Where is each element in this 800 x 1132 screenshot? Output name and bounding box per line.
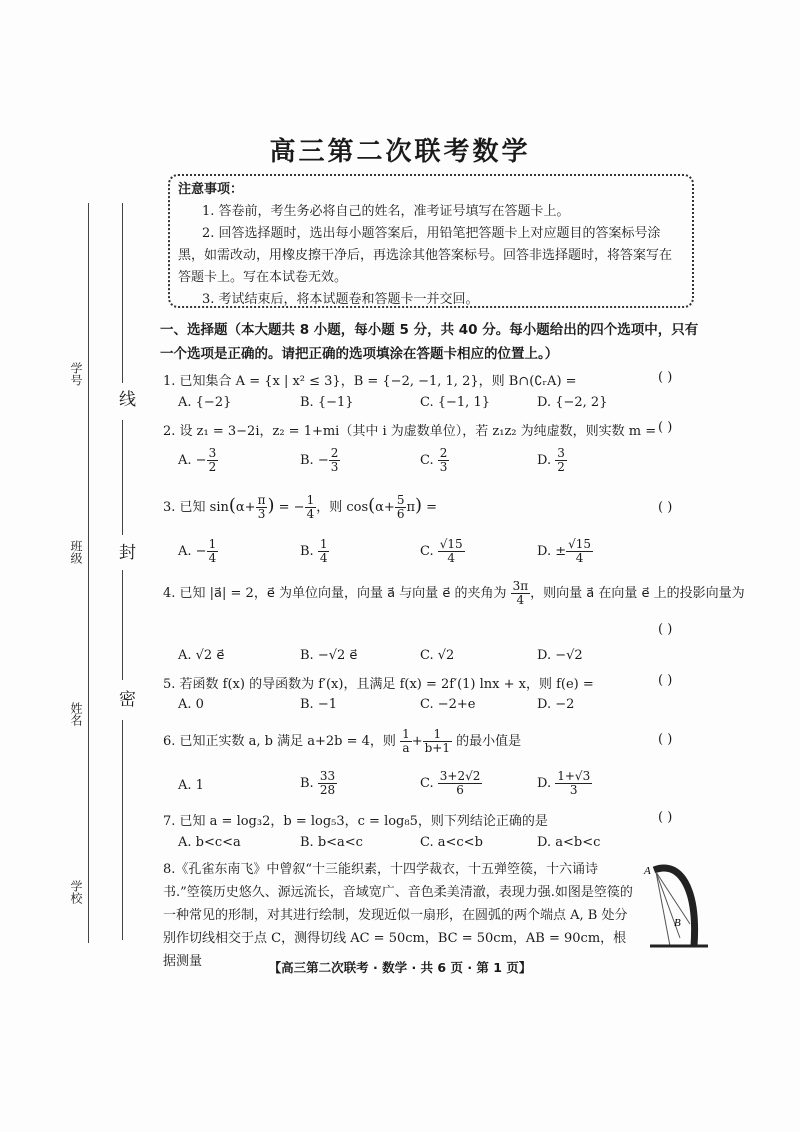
seal-char-seal: 封 bbox=[115, 543, 135, 560]
stem-text: ，则向量 a⃗ 在向量 e⃗ 上的投影向量为 bbox=[530, 586, 745, 601]
fraction bbox=[318, 538, 330, 565]
binding-fold-line bbox=[88, 203, 89, 943]
denominator: 2 bbox=[557, 460, 565, 474]
option-b: B. −√2 e⃗ bbox=[300, 648, 358, 663]
option-label: C. bbox=[420, 544, 434, 559]
option-c: C. {−1, 1} bbox=[420, 395, 490, 410]
denominator: 3 bbox=[439, 460, 448, 474]
numerator: 3π bbox=[512, 579, 529, 593]
class-label: 班级 bbox=[69, 540, 83, 564]
fraction bbox=[395, 494, 407, 521]
option-d: D. {−2, 2} bbox=[537, 395, 608, 410]
option-label: D. bbox=[537, 544, 552, 559]
question-stem bbox=[163, 728, 521, 755]
answer-paren: ( ) bbox=[658, 500, 673, 515]
sign: − bbox=[317, 453, 329, 468]
binding-line bbox=[122, 420, 123, 535]
fraction bbox=[438, 770, 483, 797]
numerator: 1 bbox=[208, 537, 217, 551]
option-label: A. bbox=[178, 544, 192, 559]
section-heading: 一、选择题（本大题共 8 小题，每小题 5 分，共 40 分。每小题给出的四个选项中，只有一个选项是正确的。请把正确的选项填涂在答题卡相应的位置上。） bbox=[160, 322, 699, 362]
denominator: 3 bbox=[569, 783, 578, 797]
option-d: D. a<b<c bbox=[537, 835, 601, 850]
answer-paren: ( ) bbox=[658, 622, 673, 637]
konghou-figure bbox=[640, 858, 720, 958]
option-label: C. bbox=[420, 453, 434, 468]
option-a bbox=[178, 538, 218, 565]
numerator: 1 bbox=[402, 727, 410, 741]
option-label: A. bbox=[178, 778, 192, 793]
fraction bbox=[438, 538, 465, 565]
fraction bbox=[423, 728, 452, 755]
paren-open: ( bbox=[228, 495, 236, 516]
fraction bbox=[511, 580, 531, 607]
numerator: 1 bbox=[423, 728, 452, 742]
option-label: B. bbox=[300, 453, 314, 468]
binding-line bbox=[122, 720, 123, 940]
numerator: 3+2√2 bbox=[439, 769, 481, 783]
option-d bbox=[537, 447, 567, 474]
denominator: 4 bbox=[516, 593, 525, 607]
numerator: 1+√3 bbox=[557, 769, 591, 783]
denominator: 3 bbox=[257, 507, 266, 521]
option-label: D. bbox=[537, 776, 552, 791]
student-id-label: 学号 bbox=[69, 362, 83, 386]
option-b: B. −1 bbox=[300, 697, 337, 712]
denominator: 4 bbox=[208, 551, 217, 565]
numerator: 1 bbox=[319, 537, 328, 551]
question-stem: 8.《孔雀东南飞》中曾叙“十三能织素，十四学裁衣，十五弹箜篌，十六诵诗书.”箜篌历史悠久、源远流长，音域宽广、音色柔美清澈，表现力强.如图是箜篌的一种常见的形制，对其进行绘制，发现近似一扇形，在圆弧的两个端点 A, B 处分别作切线相交于点 C，测得切线 AC = 50cm，BC = 50cm，AB = 90cm，根据测量 bbox=[163, 862, 633, 969]
stem-text: 3. 已知 sin bbox=[163, 500, 229, 515]
question-stem: 5. 若函数 f(x) 的导函数为 f′(x)，且满足 f(x) = 2f′(1) lnx + x，则 f(e) = bbox=[163, 677, 594, 692]
answer-paren: ( ) bbox=[658, 732, 673, 747]
answer-paren: ( ) bbox=[658, 810, 673, 825]
option-a: A. 0 bbox=[178, 697, 204, 712]
numerator: √15 bbox=[439, 537, 463, 551]
stem-text: = bbox=[422, 500, 438, 515]
fraction bbox=[555, 770, 592, 797]
question-stem bbox=[163, 494, 437, 521]
point-b-label: B bbox=[674, 917, 681, 929]
fraction bbox=[256, 494, 268, 521]
option-a bbox=[178, 778, 204, 793]
notice-heading: 注意事项： bbox=[178, 182, 244, 197]
numerator: 3 bbox=[557, 446, 565, 460]
option-label: D. bbox=[537, 453, 552, 468]
fraction bbox=[318, 770, 337, 797]
option-label: C. bbox=[420, 776, 434, 791]
stem-text: ，则 cos bbox=[316, 500, 369, 515]
answer-paren: ( ) bbox=[658, 420, 673, 435]
numerator: 5 bbox=[396, 493, 405, 507]
option-c bbox=[420, 538, 465, 565]
denominator: 4 bbox=[447, 551, 456, 565]
stem-text: 的最小值是 bbox=[452, 734, 522, 749]
denominator: b+1 bbox=[424, 741, 450, 755]
fraction bbox=[305, 494, 317, 521]
option-label: B. bbox=[300, 544, 314, 559]
fraction bbox=[555, 447, 567, 474]
denominator: 4 bbox=[319, 551, 328, 565]
question-stem: 2. 设 z₁ = 3−2i，z₂ = 1+mi（其中 i 为虚数单位），若 z₁z₂ 为纯虚数，则实数 m = bbox=[163, 424, 657, 439]
stem-text: α+ bbox=[235, 500, 256, 515]
notice-item: 2. 回答选择题时，选出每小题答案后，用铅笔把答题卡上对应题目的答案标号涂黑，如需改动，用橡皮擦干净后，再选涂其他答案标号。回答非选择题时，将答案写在答题卡上。写在本试卷无效。 bbox=[178, 226, 673, 285]
option-a: A. √2 e⃗ bbox=[178, 648, 225, 663]
numerator: 2 bbox=[439, 446, 448, 460]
denominator: 28 bbox=[319, 783, 336, 797]
binding-line bbox=[122, 203, 123, 383]
denominator: 4 bbox=[306, 507, 315, 521]
question-stem: 7. 已知 a = log₃2，b = log₅3，c = log₈5，则下列结论正确的是 bbox=[163, 814, 548, 829]
answer-paren: ( ) bbox=[658, 673, 673, 688]
option-label: B. bbox=[300, 776, 314, 791]
option-c: C. a<c<b bbox=[420, 835, 483, 850]
seal-char-line: 线 bbox=[115, 390, 135, 407]
name-label: 姓名 bbox=[69, 702, 83, 726]
option-a bbox=[178, 447, 218, 474]
harp-arc bbox=[654, 868, 695, 946]
notice-item: 3. 考试结束后，将本试题卷和答题卡一并交回。 bbox=[202, 292, 479, 307]
numerator: √15 bbox=[568, 537, 592, 551]
option-d bbox=[537, 770, 592, 797]
stem-text: π bbox=[406, 500, 416, 515]
denominator: a bbox=[402, 741, 410, 755]
seal-char-secret: 密 bbox=[115, 690, 135, 707]
paren-close: ) bbox=[415, 495, 423, 516]
option-b bbox=[300, 770, 337, 797]
sign: − bbox=[195, 544, 207, 559]
option-d: D. −2 bbox=[537, 697, 575, 712]
fraction bbox=[400, 728, 412, 755]
denominator: 2 bbox=[208, 460, 217, 474]
denominator: 6 bbox=[456, 783, 464, 797]
question-stem bbox=[163, 580, 745, 607]
fraction bbox=[566, 538, 593, 565]
option-c bbox=[420, 447, 449, 474]
numerator: π bbox=[257, 493, 266, 507]
option-a: A. {−2} bbox=[178, 395, 232, 410]
exam-title: 高三第二次联考数学 bbox=[269, 137, 531, 167]
stem-text: α+ bbox=[375, 500, 395, 515]
plus-sign: + bbox=[411, 734, 423, 749]
fraction bbox=[438, 447, 450, 474]
binding-line bbox=[122, 570, 123, 680]
question-stem: 1. 已知集合 A = {x | x² ≤ 3}，B = {−2, −1, 1, 2}，则 B∩(∁ᵣA) = bbox=[163, 374, 577, 389]
answer-paren: ( ) bbox=[658, 370, 673, 385]
paren-close: ) bbox=[267, 495, 275, 516]
option-c: C. √2 bbox=[420, 648, 455, 663]
option-value: 1 bbox=[195, 778, 204, 793]
option-b bbox=[300, 447, 340, 474]
numerator: 3 bbox=[208, 446, 217, 460]
denominator: 6 bbox=[396, 507, 405, 521]
school-label: 学校 bbox=[69, 880, 83, 904]
notice-item: 1. 答卷前，考生务必将自己的姓名，准考证号填写在答题卡上。 bbox=[202, 204, 570, 219]
option-a: A. b<c<a bbox=[178, 835, 241, 850]
paren-open: ( bbox=[368, 495, 376, 516]
denominator: 3 bbox=[330, 460, 339, 474]
point-a-label: A bbox=[644, 865, 651, 877]
numerator: 2 bbox=[330, 446, 339, 460]
numerator: 33 bbox=[319, 769, 336, 783]
option-d bbox=[537, 538, 593, 565]
fraction bbox=[329, 447, 341, 474]
fraction bbox=[207, 538, 219, 565]
option-b: B. {−1} bbox=[300, 395, 354, 410]
option-b: B. b<a<c bbox=[300, 835, 363, 850]
option-c: C. −2+e bbox=[420, 697, 476, 712]
option-b bbox=[300, 538, 329, 565]
page-footer: 【高三第二次联考 · 数学 · 共 6 页 · 第 1 页】 bbox=[268, 960, 532, 975]
option-label: A. bbox=[178, 453, 192, 468]
sign: − bbox=[195, 453, 207, 468]
option-d: D. −√2 bbox=[537, 648, 583, 663]
stem-text: 4. 已知 |a⃗| = 2，e⃗ 为单位向量，向量 a⃗ 与向量 e⃗ 的夹角为 bbox=[163, 586, 511, 601]
denominator: 4 bbox=[575, 551, 584, 565]
stem-text: = − bbox=[274, 500, 305, 515]
numerator: 1 bbox=[306, 493, 315, 507]
stem-text: 6. 已知正实数 a, b 满足 a+2b = 4，则 bbox=[163, 734, 401, 749]
notice-box bbox=[168, 174, 694, 308]
fraction bbox=[207, 447, 219, 474]
sign: ± bbox=[555, 544, 567, 559]
option-c bbox=[420, 770, 482, 797]
